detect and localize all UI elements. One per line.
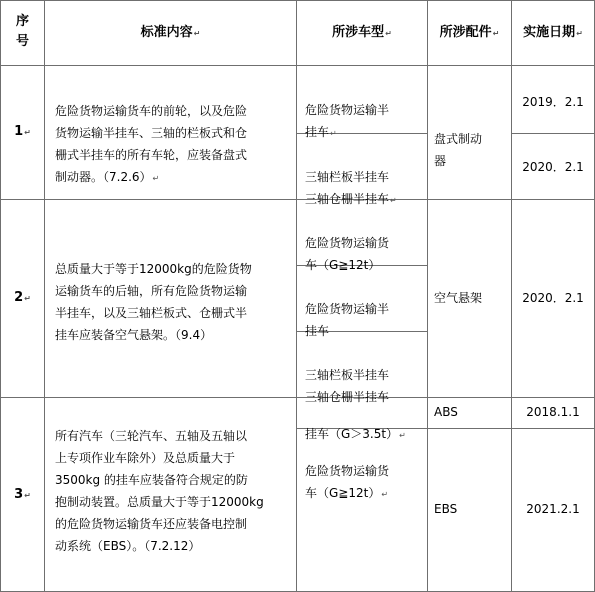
row2-date: 2020．2.1 [522, 291, 584, 305]
row3-part-2: EBS [434, 502, 458, 516]
row1-vehicle-1: 危险货物运输半 挂车↵ [305, 103, 390, 139]
col-divider-1 [44, 0, 45, 592]
header-no: 序 号 [15, 14, 29, 49]
row2-vehicle-1: 危险货物运输货 车（G≧12t） [305, 236, 390, 272]
row3-vehicle-1: 挂车（G＞3.5t）↵ [305, 427, 406, 441]
row2-part: 空气悬架 [434, 291, 483, 305]
row3-part-1: ABS [434, 405, 458, 419]
row2-vehicle-3: 三轴栏板半挂车 三轴仓栅半挂车 [305, 368, 390, 404]
row1-content: 危险货物运输货车的前轮，以及危险 货物运输半挂车、三轴的栏板式和仓 栅式半挂车的所有车轮，应装备盘式 制动器。（7.2.6）↵ [55, 104, 248, 184]
header-content: 标准内容↵ [140, 25, 201, 40]
row3-date-2: 2021.2.1 [526, 502, 580, 516]
row2-vehicle-2: 危险货物运输半 挂车 [305, 302, 390, 338]
row1-divider [0, 199, 595, 200]
row2-content: 总质量大于等于12000kg的危险货物 运输货车的后轴，所有危险货物运输 半挂车，以及三轴栏板式、仓栅式半 挂车应装备空气悬架。（9.4） [55, 262, 252, 342]
row3-date-1: 2018.1.1 [526, 405, 580, 419]
row1-date-2: 2020．2.1 [522, 160, 584, 174]
header-divider [0, 65, 595, 66]
col-divider-3 [427, 0, 428, 592]
row1-no: 1↵ [14, 124, 31, 139]
row3-content: 所有汽车（三轮汽车、五轴及五轴以 上专项作业车除外）及总质量大于 3500kg 的挂车应装备符合规定的防 抱制动装置。总质量大于等于12000kg 的危险货物运输货车还应装备电控制 动系统（EBS）。（7.2.12） [55, 429, 264, 553]
table-border-top [0, 0, 595, 1]
row1-vehicle-2: 三轴栏板半挂车 三轴仓栅半挂车↵ [305, 170, 397, 206]
header-vehicle: 所涉车型↵ [332, 25, 392, 40]
row1-date-1: 2019．2.1 [522, 95, 584, 109]
row2-divider [0, 397, 595, 398]
row1-part: 盘式制动 器 [434, 132, 483, 168]
header-date: 实施日期↵ [523, 25, 583, 40]
col-divider-2 [296, 0, 297, 592]
row3-vehicle-2: 危险货物运输货 车（G≧12t）↵ [305, 464, 390, 500]
row2-no: 2↵ [14, 290, 31, 305]
row1-date-divider [511, 133, 595, 134]
row3-no: 3↵ [14, 487, 31, 502]
header-part: 所涉配件↵ [439, 25, 500, 40]
